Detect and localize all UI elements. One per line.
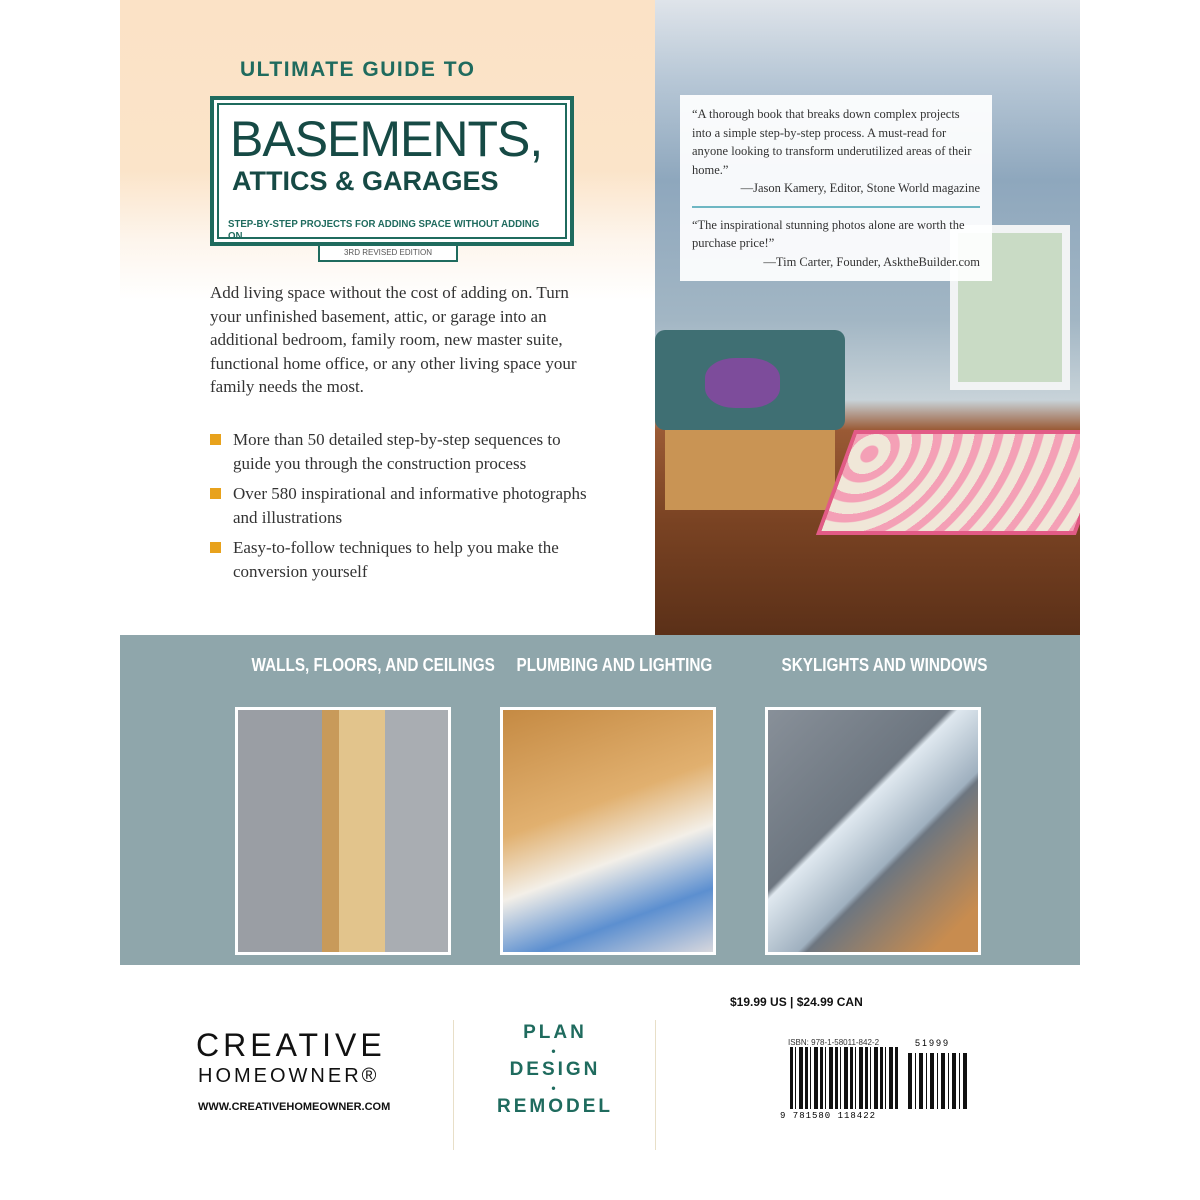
footer — [120, 965, 1080, 1165]
attic-room-photo — [655, 0, 1080, 635]
section-title: WALLS, FLOORS, AND CEILINGS — [251, 655, 495, 675]
feature-item — [210, 428, 590, 475]
feature-text: Over 580 inspirational and informative photographs and illustrations — [233, 484, 587, 527]
price-code: 51999 — [915, 1038, 951, 1048]
divider — [692, 206, 980, 208]
tagline-remodel: REMODEL — [497, 1096, 613, 1117]
section-plumbing — [500, 655, 720, 676]
sections-band — [120, 635, 1080, 965]
quote-attribution: —Tim Carter, Founder, AsktheBuilder.com — [763, 254, 980, 269]
blurb: Add living space without the cost of adding on. Turn your unfinished basement, attic, or garage into an additional bedroom, family room, new master suite, functional home office, or any other living space your family needs the most. — [210, 283, 577, 396]
intro-panel — [120, 0, 655, 635]
title-line-2: ATTICS & GARAGES — [232, 166, 499, 196]
section-skylights — [765, 655, 988, 676]
quote-attribution: —Jason Kamery, Editor, Stone World magazine — [740, 181, 980, 195]
bullet-icon — [210, 542, 221, 553]
section-walls — [235, 655, 495, 676]
eyebrow: ULTIMATE GUIDE TO — [240, 58, 476, 81]
tagline: PLAN • DESIGN • REMODEL — [455, 1023, 655, 1116]
feature-list — [210, 428, 590, 590]
barcode-number: 9 781580 118422 — [780, 1111, 877, 1121]
pillow — [705, 358, 780, 408]
tagline-design: DESIGN — [509, 1059, 601, 1080]
walls-illustration — [235, 707, 451, 955]
publisher-logo: CREATIVE — [196, 1027, 386, 1063]
bullet-icon — [210, 434, 221, 445]
bullet-icon — [210, 488, 221, 499]
section-title: PLUMBING AND LIGHTING — [516, 655, 713, 675]
price: $19.99 US | $24.99 CAN — [730, 995, 863, 1009]
feature-text: More than 50 detailed step-by-step sequences to guide you through the construction process — [233, 430, 561, 473]
tagline-plan: PLAN — [523, 1022, 587, 1043]
feature-item — [210, 482, 590, 529]
edition-label: 3RD REVISED EDITION — [318, 246, 458, 262]
section-title: SKYLIGHTS AND WINDOWS — [781, 655, 988, 675]
divider — [655, 1020, 656, 1150]
title-line-1: BASEMENTS, — [230, 111, 543, 167]
quotes-box — [680, 95, 992, 281]
feature-item — [210, 536, 590, 583]
divider — [453, 1020, 454, 1150]
plumbing-illustration — [500, 707, 716, 955]
feature-text: Easy-to-follow techniques to help you make the conversion yourself — [233, 538, 559, 581]
publisher-url: WWW.CREATIVEHOMEOWNER.COM — [198, 1101, 391, 1113]
quote-text: “A thorough book that breaks down complex projects into a simple step-by-step process. A must-read for anyone looking to transform underutilized areas of their home.” — [692, 107, 972, 177]
barcode — [790, 1047, 900, 1109]
addon-barcode — [908, 1053, 968, 1109]
skylight-illustration — [765, 707, 981, 955]
quote-text: “The inspirational stunning photos alone are worth the purchase price!” — [692, 217, 965, 250]
subtitle: STEP-BY-STEP PROJECTS FOR ADDING SPACE WITHOUT ADDING ON — [228, 218, 540, 242]
title-box — [210, 96, 574, 246]
back-cover — [120, 0, 1080, 1165]
isbn: ISBN: 978-1-58011-842-2 — [788, 1038, 880, 1047]
rug — [816, 430, 1080, 535]
publisher-logo-sub: HOMEOWNER® — [198, 1065, 380, 1087]
